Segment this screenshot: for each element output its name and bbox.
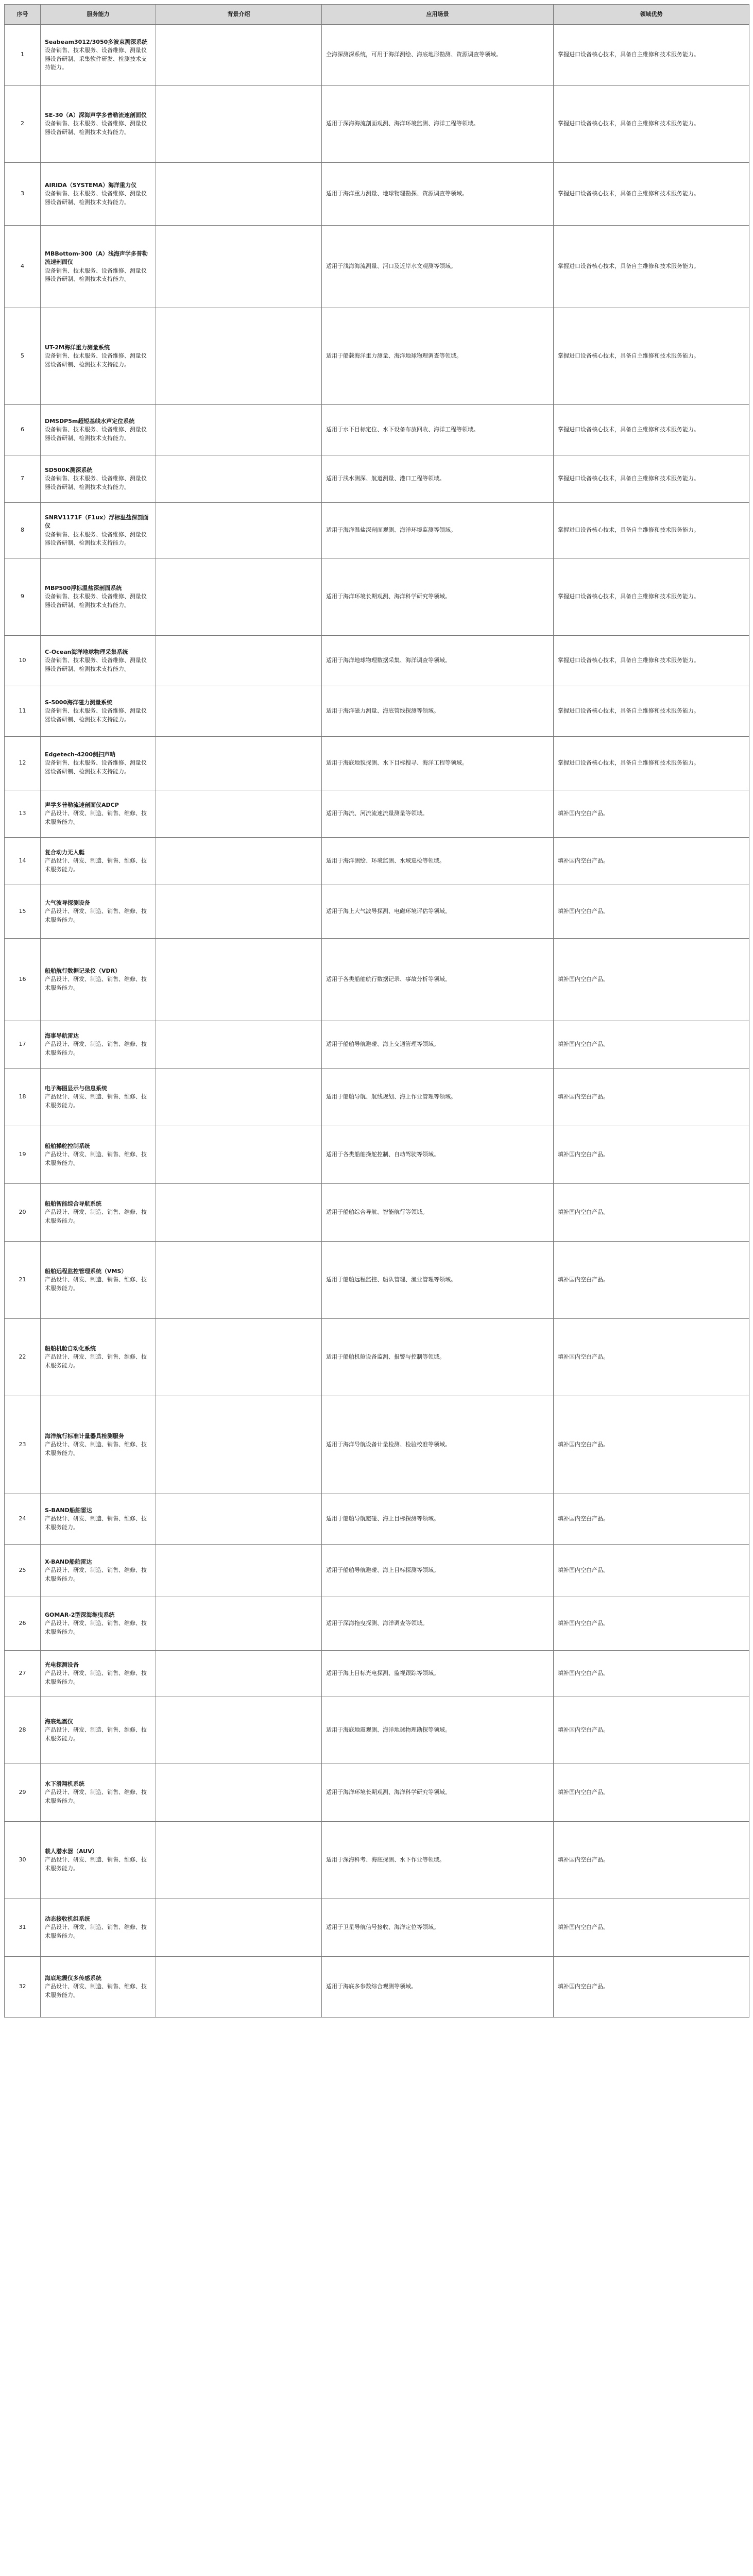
cell-scenario: 适用于各类船舶航行数据记录、事故分析等领域。	[322, 939, 554, 1021]
cell-no: 10	[5, 636, 41, 686]
capability-title: UT-2M海洋重力测量系统	[45, 344, 110, 351]
cell-background	[156, 1822, 322, 1899]
capability-desc: 设备销售、技术服务、设备维修、测量仪器设备研制、检测技术支持能力。	[45, 426, 147, 442]
cell-background	[156, 405, 322, 455]
cell-background	[156, 226, 322, 308]
cell-no: 19	[5, 1126, 41, 1184]
cell-no: 30	[5, 1822, 41, 1899]
cell-capability	[41, 1764, 156, 1822]
table-row	[5, 686, 749, 737]
cell-background	[156, 1242, 322, 1319]
capability-title: 海底地震仪	[45, 1718, 73, 1725]
cell-capability	[41, 163, 156, 226]
capability-desc: 产品设计、研发、制造、销售、维修、技术服务能力。	[45, 1726, 147, 1742]
cell-background	[156, 686, 322, 737]
capability-title: MBBottom-300（A）浅海声学多普勒流速剖面仪	[45, 250, 148, 265]
table-header-row	[5, 5, 749, 25]
header-no: 序号	[5, 5, 41, 25]
capability-title: 船舶智能综合导航系统	[45, 1200, 101, 1207]
table-row	[5, 636, 749, 686]
cell-scenario: 适用于深海拖曳探测、海洋调查等领域。	[322, 1597, 554, 1651]
cell-capability	[41, 1822, 156, 1899]
cell-background	[156, 503, 322, 558]
cell-advantage: 填补国内空白产品。	[554, 1697, 749, 1764]
cell-advantage: 填补国内空白产品。	[554, 790, 749, 838]
cell-capability	[41, 405, 156, 455]
capability-desc: 产品设计、研发、制造、销售、维修、技术服务能力。	[45, 1856, 147, 1872]
cell-no: 2	[5, 86, 41, 163]
cell-scenario: 适用于船舶综合导航、智能航行等领域。	[322, 1184, 554, 1242]
capability-title: 海洋航行标准计量器具检测服务	[45, 1432, 124, 1439]
cell-scenario: 适用于海洋环境长期观测、海洋科学研究等领域。	[322, 1764, 554, 1822]
cell-scenario: 适用于浅海海流测量、河口及近岸水文观测等领域。	[322, 226, 554, 308]
cell-no: 1	[5, 25, 41, 86]
table-row	[5, 558, 749, 636]
table-row	[5, 1899, 749, 1957]
capability-desc: 产品设计、研发、制造、销售、维修、技术服务能力。	[45, 1983, 147, 1998]
cell-scenario: 适用于船舶远程监控、船队管理、渔业管理等领域。	[322, 1242, 554, 1319]
table-row	[5, 737, 749, 790]
table-row	[5, 1822, 749, 1899]
cell-scenario: 适用于海洋温盐深剖面观测、海洋环境监测等领域。	[322, 503, 554, 558]
capability-table	[4, 4, 749, 2018]
capability-desc: 产品设计、研发、制造、销售、维修、技术服务能力。	[45, 1353, 147, 1369]
table-row	[5, 1242, 749, 1319]
capability-title: MBP500浮标温盐深剖面系统	[45, 584, 122, 591]
table-row	[5, 885, 749, 939]
cell-scenario: 适用于卫星导航信号接收、海洋定位等领域。	[322, 1899, 554, 1957]
cell-capability	[41, 1021, 156, 1069]
cell-advantage: 掌握进口设备核心技术，具备自主维修和技术服务能力。	[554, 686, 749, 737]
cell-background	[156, 163, 322, 226]
table-row	[5, 455, 749, 503]
cell-capability	[41, 885, 156, 939]
capability-desc: 产品设计、研发、制造、销售、维修、技术服务能力。	[45, 1567, 147, 1582]
cell-no: 26	[5, 1597, 41, 1651]
capability-desc: 设备销售、技术服务、设备维修、测量仪器设备研制、检测技术支持能力。	[45, 352, 147, 368]
capability-desc: 产品设计、研发、制造、销售、维修、技术服务能力。	[45, 1441, 147, 1456]
cell-background	[156, 1184, 322, 1242]
capability-title: AIRIDA（SYSTEMA）海洋重力仪	[45, 181, 137, 189]
table-row	[5, 838, 749, 885]
capability-desc: 设备销售、技术服务、设备维修、测量仪器设备研制、检测技术支持能力。	[45, 120, 147, 135]
capability-title: C-Ocean海洋地球物理采集系统	[45, 648, 128, 655]
cell-advantage: 填补国内空白产品。	[554, 1822, 749, 1899]
cell-capability	[41, 308, 156, 405]
header-scenario: 应用场景	[322, 5, 554, 25]
cell-advantage: 填补国内空白产品。	[554, 1764, 749, 1822]
cell-advantage: 填补国内空白产品。	[554, 1545, 749, 1597]
capability-desc: 设备销售、技术服务、设备维修、测量仪器设备研制、检测技术支持能力。	[45, 531, 147, 546]
cell-no: 18	[5, 1069, 41, 1126]
capability-title: 复合动力无人艇	[45, 849, 84, 856]
cell-no: 13	[5, 790, 41, 838]
cell-capability	[41, 1899, 156, 1957]
capability-title: 水下滑翔机系统	[45, 1780, 84, 1787]
cell-capability	[41, 790, 156, 838]
cell-advantage: 掌握进口设备核心技术，具备自主维修和技术服务能力。	[554, 308, 749, 405]
cell-background	[156, 885, 322, 939]
capability-desc: 产品设计、研发、制造、销售、维修、技术服务能力。	[45, 1789, 147, 1804]
cell-advantage: 掌握进口设备核心技术，具备自主维修和技术服务能力。	[554, 636, 749, 686]
cell-capability	[41, 226, 156, 308]
capability-title: 船舶操舵控制系统	[45, 1142, 90, 1149]
cell-background	[156, 1021, 322, 1069]
table-row	[5, 226, 749, 308]
table-row	[5, 790, 749, 838]
table-row	[5, 1126, 749, 1184]
cell-background	[156, 838, 322, 885]
cell-background	[156, 1494, 322, 1545]
capability-title: 电子海图显示与信息系统	[45, 1084, 107, 1092]
capability-desc: 产品设计、研发、制造、销售、维修、技术服务能力。	[45, 1670, 147, 1685]
cell-scenario: 适用于海洋环境长期观测、海洋科学研究等领域。	[322, 558, 554, 636]
cell-advantage: 掌握进口设备核心技术，具备自主维修和技术服务能力。	[554, 405, 749, 455]
table-row	[5, 1069, 749, 1126]
header-advantage: 领域优势	[554, 5, 749, 25]
capability-desc: 产品设计、研发、制造、销售、维修、技术服务能力。	[45, 1515, 147, 1531]
header-capability: 服务能力	[41, 5, 156, 25]
cell-capability	[41, 1494, 156, 1545]
cell-no: 21	[5, 1242, 41, 1319]
cell-background	[156, 1545, 322, 1597]
table-row	[5, 1545, 749, 1597]
table-row	[5, 405, 749, 455]
cell-advantage: 填补国内空白产品。	[554, 1069, 749, 1126]
capability-desc: 设备销售、技术服务、设备维修、测量仪器设备研制、检测技术支持能力。	[45, 190, 147, 206]
cell-no: 15	[5, 885, 41, 939]
cell-advantage: 掌握进口设备核心技术，具备自主维修和技术服务能力。	[554, 163, 749, 226]
table-row	[5, 1184, 749, 1242]
cell-advantage: 填补国内空白产品。	[554, 1899, 749, 1957]
table-row	[5, 1697, 749, 1764]
table-row	[5, 1957, 749, 2018]
cell-capability	[41, 1957, 156, 2018]
capability-desc: 产品设计、研发、制造、销售、维修、技术服务能力。	[45, 1041, 147, 1056]
cell-capability	[41, 558, 156, 636]
capability-title: 海事导航雷达	[45, 1032, 79, 1039]
cell-background	[156, 1764, 322, 1822]
cell-no: 3	[5, 163, 41, 226]
cell-background	[156, 790, 322, 838]
cell-background	[156, 1126, 322, 1184]
cell-capability	[41, 503, 156, 558]
capability-desc: 产品设计、研发、制造、销售、维修、技术服务能力。	[45, 1620, 147, 1635]
capability-desc: 设备销售、技术服务、设备维修、测量仪器设备研制、检测技术支持能力。	[45, 707, 147, 723]
cell-capability	[41, 1396, 156, 1494]
capability-title: SE-30（A）深海声学多普勒流速剖面仪	[45, 111, 147, 118]
cell-advantage: 掌握进口设备核心技术，具备自主维修和技术服务能力。	[554, 226, 749, 308]
capability-desc: 产品设计、研发、制造、销售、维修、技术服务能力。	[45, 810, 147, 825]
capability-desc: 设备销售、技术服务、设备维修、测量仪器设备研制、检测技术支持能力。	[45, 475, 147, 490]
cell-background	[156, 558, 322, 636]
cell-advantage: 掌握进口设备核心技术，具备自主维修和技术服务能力。	[554, 503, 749, 558]
cell-no: 32	[5, 1957, 41, 2018]
table-row	[5, 1597, 749, 1651]
cell-background	[156, 939, 322, 1021]
capability-title: 动态接收机组系统	[45, 1915, 90, 1922]
cell-no: 25	[5, 1545, 41, 1597]
table-row	[5, 1764, 749, 1822]
capability-desc: 产品设计、研发、制造、销售、维修、技术服务能力。	[45, 1924, 147, 1939]
cell-capability	[41, 1069, 156, 1126]
capability-title: SD500K测深系统	[45, 466, 93, 473]
cell-advantage: 填补国内空白产品。	[554, 1651, 749, 1697]
cell-advantage: 掌握进口设备核心技术，具备自主维修和技术服务能力。	[554, 737, 749, 790]
capability-desc: 设备销售、技术服务、设备维修、测量仪器设备研制、采集软件研发、检测技术支持能力。	[45, 47, 147, 71]
cell-scenario: 适用于海上大气波导探测、电磁环境评估等领域。	[322, 885, 554, 939]
cell-capability	[41, 86, 156, 163]
cell-scenario: 适用于海洋重力测量、地球物理勘探、资源调查等领域。	[322, 163, 554, 226]
cell-background	[156, 1957, 322, 2018]
capability-desc: 设备销售、技术服务、设备维修、测量仪器设备研制、检测技术支持能力。	[45, 759, 147, 775]
cell-scenario: 适用于水下目标定位、水下设备布放回收、海洋工程等领域。	[322, 405, 554, 455]
capability-desc: 产品设计、研发、制造、销售、维修、技术服务能力。	[45, 1276, 147, 1292]
cell-capability	[41, 838, 156, 885]
cell-background	[156, 308, 322, 405]
cell-no: 24	[5, 1494, 41, 1545]
table-row	[5, 1319, 749, 1396]
cell-capability	[41, 1184, 156, 1242]
cell-scenario: 适用于各类船舶操舵控制、自动驾驶等领域。	[322, 1126, 554, 1184]
capability-desc: 产品设计、研发、制造、销售、维修、技术服务能力。	[45, 976, 147, 991]
cell-no: 6	[5, 405, 41, 455]
cell-scenario: 适用于海底多参数综合观测等领域。	[322, 1957, 554, 2018]
capability-title: 载人潜水器（AUV）	[45, 1848, 98, 1855]
cell-scenario: 适用于海上目标光电探测、监视跟踪等领域。	[322, 1651, 554, 1697]
cell-capability	[41, 1545, 156, 1597]
cell-no: 20	[5, 1184, 41, 1242]
cell-advantage: 掌握进口设备核心技术，具备自主维修和技术服务能力。	[554, 455, 749, 503]
header-background: 背景介绍	[156, 5, 322, 25]
capability-title: Edgetech-4200侧扫声呐	[45, 751, 115, 758]
table-row	[5, 308, 749, 405]
table-row	[5, 1021, 749, 1069]
cell-no: 22	[5, 1319, 41, 1396]
capability-title: DMSDP5m超短基线水声定位系统	[45, 417, 135, 425]
cell-no: 28	[5, 1697, 41, 1764]
capability-title: S-5000海洋磁力测量系统	[45, 699, 113, 706]
cell-no: 16	[5, 939, 41, 1021]
cell-capability	[41, 1242, 156, 1319]
cell-advantage: 填补国内空白产品。	[554, 1319, 749, 1396]
cell-scenario: 适用于船舶导航避碰、海上交通管理等领域。	[322, 1021, 554, 1069]
cell-background	[156, 25, 322, 86]
cell-no: 14	[5, 838, 41, 885]
cell-scenario: 适用于海洋导航设备计量检测、检验校准等领域。	[322, 1396, 554, 1494]
capability-desc: 设备销售、技术服务、设备维修、测量仪器设备研制、检测技术支持能力。	[45, 267, 147, 282]
cell-capability	[41, 1597, 156, 1651]
cell-no: 29	[5, 1764, 41, 1822]
cell-advantage: 填补国内空白产品。	[554, 1396, 749, 1494]
table-row	[5, 1396, 749, 1494]
cell-capability	[41, 1126, 156, 1184]
table-row	[5, 503, 749, 558]
cell-background	[156, 455, 322, 503]
capability-title: X-BAND船舶雷达	[45, 1558, 92, 1565]
cell-capability	[41, 737, 156, 790]
cell-advantage: 填补国内空白产品。	[554, 885, 749, 939]
cell-advantage: 填补国内空白产品。	[554, 1184, 749, 1242]
cell-capability	[41, 1319, 156, 1396]
capability-title: 船舶远程监控管理系统（VMS）	[45, 1267, 127, 1275]
cell-no: 11	[5, 686, 41, 737]
cell-capability	[41, 686, 156, 737]
cell-no: 27	[5, 1651, 41, 1697]
cell-capability	[41, 939, 156, 1021]
cell-advantage: 填补国内空白产品。	[554, 1597, 749, 1651]
cell-capability	[41, 1651, 156, 1697]
cell-scenario: 适用于海洋测绘、环境监测、水域巡检等领域。	[322, 838, 554, 885]
cell-scenario: 适用于船舶机舱设备监测、报警与控制等领域。	[322, 1319, 554, 1396]
capability-title: S-BAND船舶雷达	[45, 1506, 92, 1514]
cell-scenario: 适用于海洋地球物理数据采集、海洋调查等领域。	[322, 636, 554, 686]
cell-scenario: 适用于海底地貌探测、水下目标搜寻、海洋工程等领域。	[322, 737, 554, 790]
cell-no: 17	[5, 1021, 41, 1069]
cell-background	[156, 86, 322, 163]
cell-advantage: 填补国内空白产品。	[554, 838, 749, 885]
table-row	[5, 25, 749, 86]
capability-desc: 产品设计、研发、制造、销售、维修、技术服务能力。	[45, 1209, 147, 1224]
capability-desc: 产品设计、研发、制造、销售、维修、技术服务能力。	[45, 857, 147, 873]
cell-advantage: 掌握进口设备核心技术，具备自主维修和技术服务能力。	[554, 558, 749, 636]
cell-background	[156, 1697, 322, 1764]
cell-advantage: 填补国内空白产品。	[554, 1957, 749, 2018]
capability-title: 船舶航行数据记录仪（VDR）	[45, 967, 121, 974]
cell-background	[156, 1597, 322, 1651]
cell-background	[156, 1069, 322, 1126]
cell-scenario: 适用于海洋磁力测量、海底管线探测等领域。	[322, 686, 554, 737]
cell-no: 4	[5, 226, 41, 308]
cell-capability	[41, 25, 156, 86]
cell-no: 7	[5, 455, 41, 503]
cell-capability	[41, 636, 156, 686]
capability-title: 海底地震仪多传感系统	[45, 1974, 101, 1981]
cell-no: 9	[5, 558, 41, 636]
cell-scenario: 适用于船舶导航、航线规划、海上作业管理等领域。	[322, 1069, 554, 1126]
cell-no: 8	[5, 503, 41, 558]
capability-title: GOMAR-2型深海拖曳系统	[45, 1611, 115, 1618]
capability-desc: 产品设计、研发、制造、销售、维修、技术服务能力。	[45, 908, 147, 923]
cell-scenario: 适用于海底地震观测、海洋地球物理勘探等领域。	[322, 1697, 554, 1764]
cell-no: 31	[5, 1899, 41, 1957]
cell-background	[156, 737, 322, 790]
cell-capability	[41, 455, 156, 503]
cell-scenario: 适用于船舶导航避碰、海上目标探测等领域。	[322, 1545, 554, 1597]
capability-title: 光电探测设备	[45, 1661, 79, 1668]
capability-title: Seabeam3012/3050多波束测深系统	[45, 38, 148, 45]
cell-background	[156, 1651, 322, 1697]
cell-no: 5	[5, 308, 41, 405]
cell-scenario: 适用于海流、河流流速流量测量等领域。	[322, 790, 554, 838]
cell-advantage: 填补国内空白产品。	[554, 1126, 749, 1184]
table-row	[5, 163, 749, 226]
cell-no: 23	[5, 1396, 41, 1494]
cell-background	[156, 1396, 322, 1494]
capability-title: 声学多普勒流速剖面仪ADCP	[45, 801, 119, 808]
cell-scenario: 适用于船载海洋重力测量、海洋地球物理调查等领域。	[322, 308, 554, 405]
table-row	[5, 86, 749, 163]
cell-advantage: 掌握进口设备核心技术，具备自主维修和技术服务能力。	[554, 25, 749, 86]
cell-background	[156, 1319, 322, 1396]
cell-capability	[41, 1697, 156, 1764]
cell-advantage: 掌握进口设备核心技术，具备自主维修和技术服务能力。	[554, 86, 749, 163]
table-row	[5, 1651, 749, 1697]
capability-desc: 设备销售、技术服务、设备维修、测量仪器设备研制、检测技术支持能力。	[45, 657, 147, 672]
cell-scenario: 适用于船舶导航避碰、海上目标探测等领域。	[322, 1494, 554, 1545]
table-body	[5, 25, 749, 2018]
cell-scenario: 适用于深海海流剖面观测、海洋环境监测、海洋工程等领域。	[322, 86, 554, 163]
cell-background	[156, 1899, 322, 1957]
cell-advantage: 填补国内空白产品。	[554, 1494, 749, 1545]
table-row	[5, 1494, 749, 1545]
cell-scenario: 适用于深海科考、海底探测、水下作业等领域。	[322, 1822, 554, 1899]
cell-advantage: 填补国内空白产品。	[554, 1242, 749, 1319]
cell-advantage: 填补国内空白产品。	[554, 939, 749, 1021]
cell-scenario: 全海深测深系统，可用于海洋测绘、海底地形勘测、资源调查等领域。	[322, 25, 554, 86]
capability-desc: 产品设计、研发、制造、销售、维修、技术服务能力。	[45, 1093, 147, 1109]
table-row	[5, 939, 749, 1021]
cell-no: 12	[5, 737, 41, 790]
cell-background	[156, 636, 322, 686]
capability-desc: 设备销售、技术服务、设备维修、测量仪器设备研制、检测技术支持能力。	[45, 593, 147, 608]
capability-desc: 产品设计、研发、制造、销售、维修、技术服务能力。	[45, 1151, 147, 1166]
capability-title: 船舶机舱自动化系统	[45, 1345, 96, 1352]
cell-advantage: 填补国内空白产品。	[554, 1021, 749, 1069]
capability-title: SNRV1171F（F1ux）浮标温盐深剖面仪	[45, 514, 149, 529]
cell-scenario: 适用于浅水测深、航道测量、港口工程等领域。	[322, 455, 554, 503]
capability-title: 大气波导探测设备	[45, 899, 90, 906]
